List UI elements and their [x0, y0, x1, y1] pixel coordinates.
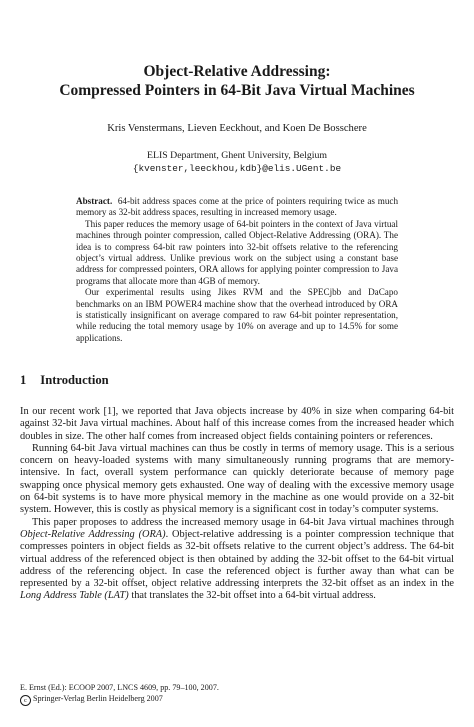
section-title: Introduction: [40, 373, 109, 387]
abstract-label: Abstract.: [76, 196, 113, 206]
abstract-paragraph: Our experimental results using Jikes RVM and the SPECjbb and DaCapo benchmarks on an IBM POWER4 machine show that the overhead introduced by ORA is statistically insignificant on average compared to raw 64-bit pointer representation, while reducing the total memory usage by 10% on average and up to 14.5% for some applications.: [76, 287, 398, 343]
abstract-paragraph: [76, 196, 398, 219]
abstract-text: 64-bit address spaces come at the price of pointers requiring twice as much memory as 32-bit address spaces, resulting in increased memory usage.: [76, 196, 399, 218]
body-paragraph: In our recent work [1], we reported that Java objects increase by 40% in size when comparing 64-bit against 32-bit Java virtual machines. About half of this increase comes from the increased header which doubles in size. The other half comes from increased object fields containing pointers or references.: [20, 406, 454, 442]
section-number: 1: [20, 373, 27, 387]
section-heading: [20, 373, 109, 388]
copyright-line: [20, 694, 219, 706]
emphasis-term: Long Address Table (LAT): [20, 590, 129, 602]
body-text: that translates the 32-bit offset into a 64-bit virtual address.: [128, 590, 376, 602]
section-body: [20, 406, 454, 603]
affiliation: ELIS Department, Ghent University, Belgium: [146, 150, 328, 161]
abstract: [76, 196, 398, 344]
body-paragraph: [20, 517, 454, 603]
emphasis-term: Object-Relative Addressing (ORA): [20, 528, 166, 540]
abstract-paragraph: This paper reduces the memory usage of 64-bit pointers in the context of Java virtual machines through pointer compression, called Object-Relative Addressing (ORA). The idea is to compress 64-bit raw pointers into 32-bit offsets relative to the referencing object’s virtual address. Unlike previous work on the subject using a constant base address for compressed pointers, ORA allows for applying pointer compression to Java programs that allocate more than 4GB of memory.: [76, 218, 398, 286]
copyright-text: Springer-Verlag Berlin Heidelberg 2007: [33, 693, 163, 703]
copyright-icon: c: [20, 695, 31, 706]
body-text: This paper proposes to address the increased memory usage in 64-bit Java virtual machines through: [32, 516, 454, 528]
author-list: Kris Venstermans, Lieven Eeckhout, and Koen De Bosschere: [107, 123, 367, 134]
affiliation-block: [0, 150, 474, 175]
citation-line: E. Ernst (Ed.): ECOOP 2007, LNCS 4609, pp. 79–100, 2007.: [20, 683, 219, 692]
paper-title-line-1: Object-Relative Addressing:: [143, 63, 331, 80]
body-paragraph: Running 64-bit Java virtual machines can thus be costly in terms of memory usage. This is a serious concern on heavy-loaded systems with many simultaneously running programs that are memory-intensive. In fact, overall system performance can quickly deteriorate because of memory page swapping once physical memory gets exhausted. One way of dealing with the excessive memory usage on 64-bit systems is to have more physical memory in the machine as one would provide on a 32-bit system. However, this is costly as physical memory is a significant cost in today’s computer systems.: [20, 442, 454, 516]
paper-title-line-2: Compressed Pointers in 64-Bit Java Virtual Machines: [59, 82, 415, 99]
body-text: . Object-relative addressing is a pointer compression technique that compresses pointers in object fields as 32-bit offsets relative to the current object’s address. The 64-bit virtual address of the referenced object is then obtained by adding the 32-bit offset to the 64-bit virtual address of the referencing object. In case the referenced object is further away than what can be represented by a 32-bit offset, object relative addressing interprets the 32-bit offset as an index in the: [20, 528, 454, 590]
page-footer: [20, 683, 219, 706]
author-email: {kvenster,leeckhou,kdb}@elis.UGent.be: [132, 162, 342, 174]
